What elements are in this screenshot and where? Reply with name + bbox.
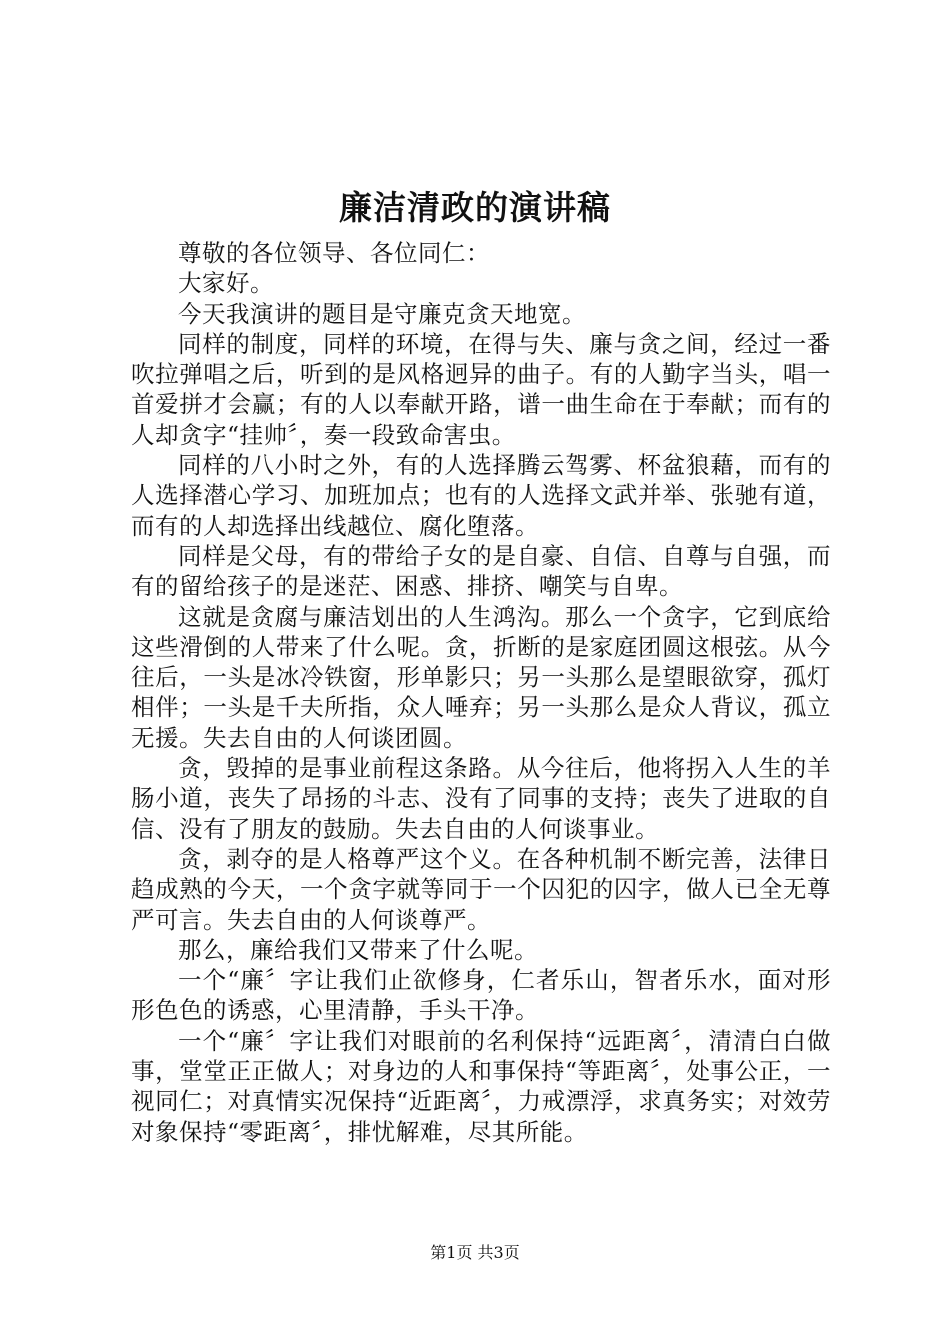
paragraph-greeting: 大家好。 [178,269,274,298]
paragraph: 同样的八小时之外，有的人选择腾云驾雾、杯盆狼藉，而有的人选择潜心学习、加班加点；也有的人选择文武并举、张驰有道，而有的人却选择出线越位、腐化堕落。 [131,451,831,540]
document-title: 廉洁清政的演讲稿 [339,188,611,227]
paragraph: 贪，剥夺的是人格尊严这个义。在各种机制不断完善，法律日趋成熟的今天，一个贪字就等同于一个囚犯的囚字，做人已全无尊严可言。失去自由的人何谈尊严。 [131,844,831,934]
paragraph-salutation: 尊敬的各位领导、各位同仁： [178,239,490,267]
document-body [131,238,831,1147]
paragraph: 一个“廉〞字让我们对眼前的名利保持“远距离〞，清清白白做事，堂堂正正做人；对身边的人和事保持“等距离〞，处事公正，一视同仁；对真情实况保持“近距离〞，力戒漂浮，求真务实；对效劳对象保持“零距离〞，排忧解难，尽其所能。 [131,1026,831,1146]
paragraph-topic: 今天我演讲的题目是守廉克贪天地宽。 [178,299,586,328]
paragraph: 同样的制度，同样的环境，在得与失、廉与贪之间，经过一番吹拉弹唱之后，听到的是风格迥异的曲子。有的人勤字当头，唱一首爱拼才会赢；有的人以奉献开路，谱一曲生命在于奉献；而有的人却贪字“挂帅〞，奏一段致命害虫。 [131,329,831,449]
paragraph: 那么，廉给我们又带来了什么呢。 [178,935,538,964]
page-footer: 第1页 共3页 [430,1243,520,1262]
paragraph: 这就是贪腐与廉洁划出的人生鸿沟。那么一个贪字，它到底给这些滑倒的人带来了什么呢。贪，折断的是家庭团圆这根弦。从今往后，一头是冰冷铁窗，形单影只；另一头那么是望眼欲穿，孤灯相伴；一头是千夫所指，众人唾弃；另一头那么是众人背议，孤立无援。失去自由的人何谈团圆。 [131,602,831,752]
paragraph: 贪，毁掉的是事业前程这条路。从今往后，他将拐入人生的羊肠小道，丧失了昂扬的斗志、没有了同事的支持；丧失了进取的自信、没有了朋友的鼓励。失去自由的人何谈事业。 [131,754,831,843]
paragraph: 同样是父母，有的带给子女的是自豪、自信、自尊与自强，而有的留给孩子的是迷茫、困惑、排挤、嘲笑与自卑。 [131,541,831,601]
paragraph: 一个“廉〞字让我们止欲修身，仁者乐山，智者乐水，面对形形色色的诱惑，心里清静，手头干净。 [131,966,831,1025]
